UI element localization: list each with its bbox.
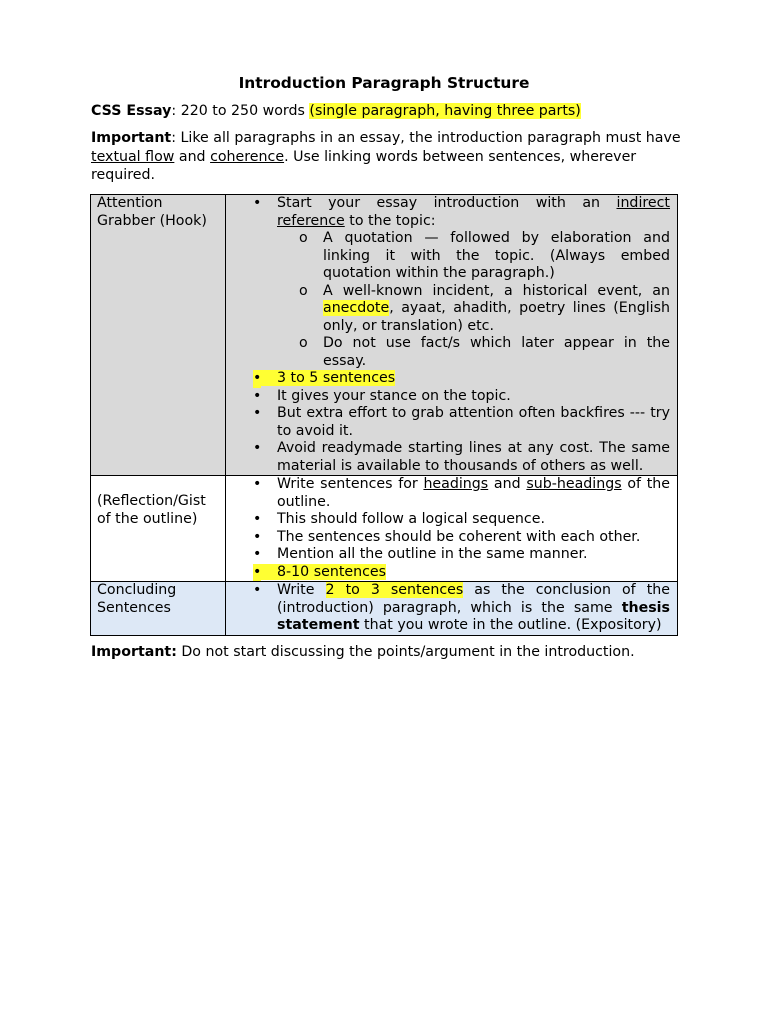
- bullet-icon: •: [253, 476, 262, 492]
- list-item: • Mention all the outline in the same manner.: [253, 546, 588, 562]
- bullet-icon: •: [253, 387, 262, 404]
- list-item: • This should follow a logical sequence.: [253, 511, 545, 527]
- list-item: • Write sentences for headings and sub-headings of the outline.: [253, 476, 671, 510]
- important-label: Important:: [91, 644, 177, 660]
- row-content-outline: [226, 476, 678, 582]
- list-item: • The sentences should be coherent with each other.: [253, 528, 641, 545]
- bullet-icon: •: [253, 582, 262, 598]
- circle-bullet-icon: o: [299, 230, 308, 246]
- structure-table: [90, 194, 678, 636]
- row-content-concluding: [226, 582, 678, 636]
- list-item: • 8-10 sentences: [253, 563, 387, 580]
- row-label-hook: Attention Grabber (Hook): [91, 195, 226, 476]
- bullet-icon: •: [253, 511, 262, 527]
- list-item: • Avoid readymade starting lines at any cost. The same material is available to thousands of others as well.: [253, 440, 670, 474]
- row-label-concluding: Concluding Sentences: [91, 582, 226, 636]
- bullet-icon: •: [253, 563, 262, 580]
- single-paragraph-highlight: (single paragraph, having three parts): [309, 103, 581, 119]
- bullet-icon: •: [253, 528, 262, 545]
- coherence-underline: coherence: [210, 148, 285, 165]
- row-label-outline: (Reflection/Gist of the outline): [91, 476, 226, 582]
- important-note-paragraph: Important: Do not start discussing the points/argument in the introduction.: [91, 644, 635, 660]
- sub-list-item: o Do not use fact/s which later appear in the essay.: [299, 335, 670, 369]
- table-row: [91, 582, 678, 636]
- table-row: [91, 195, 678, 476]
- list-item: • Start your essay introduction with an indirect reference to the topic:: [253, 195, 670, 229]
- bullet-icon: •: [253, 195, 262, 211]
- textual-flow-underline: textual flow: [91, 148, 175, 165]
- list-item: • It gives your stance on the topic.: [253, 387, 511, 404]
- circle-bullet-icon: o: [299, 335, 308, 351]
- table-row: [91, 476, 678, 582]
- important-label: Important: [91, 130, 172, 146]
- bullet-icon: •: [253, 546, 262, 562]
- sub-list-item: o A quotation — followed by elaboration and linking it with the topic. (Always embed quotation within the paragraph.): [299, 230, 670, 281]
- document-title: Introduction Paragraph Structure: [238, 74, 530, 92]
- important-coherence-paragraph: Important: Like all paragraphs in an essay, the introduction paragraph must have textual flow and coherence. Use linking words between sentences, wherever required.: [91, 130, 681, 183]
- css-essay-paragraph: CSS Essay: 220 to 250 words (single paragraph, having three parts): [91, 103, 581, 119]
- list-item: • Write 2 to 3 sentences as the conclusion of the (introduction) paragraph, which is the same thesis statement that you wrote in the outline. (Expository): [253, 582, 670, 633]
- row-content-hook: [226, 195, 678, 476]
- list-item: • 3 to 5 sentences: [253, 370, 396, 386]
- circle-bullet-icon: o: [299, 282, 308, 299]
- bullet-icon: •: [253, 370, 262, 386]
- sub-list-item: o A well-known incident, a historical event, an anecdote, ayaat, ahadith, poetry lines (English only, or translation) etc.: [299, 282, 670, 334]
- word-count-text: 220 to 250 words: [180, 103, 310, 119]
- list-item: • But extra effort to grab attention often backfires --- try to avoid it.: [253, 405, 670, 439]
- bullet-icon: •: [253, 405, 262, 421]
- bullet-icon: •: [253, 440, 262, 456]
- css-essay-label: CSS Essay: [91, 103, 172, 119]
